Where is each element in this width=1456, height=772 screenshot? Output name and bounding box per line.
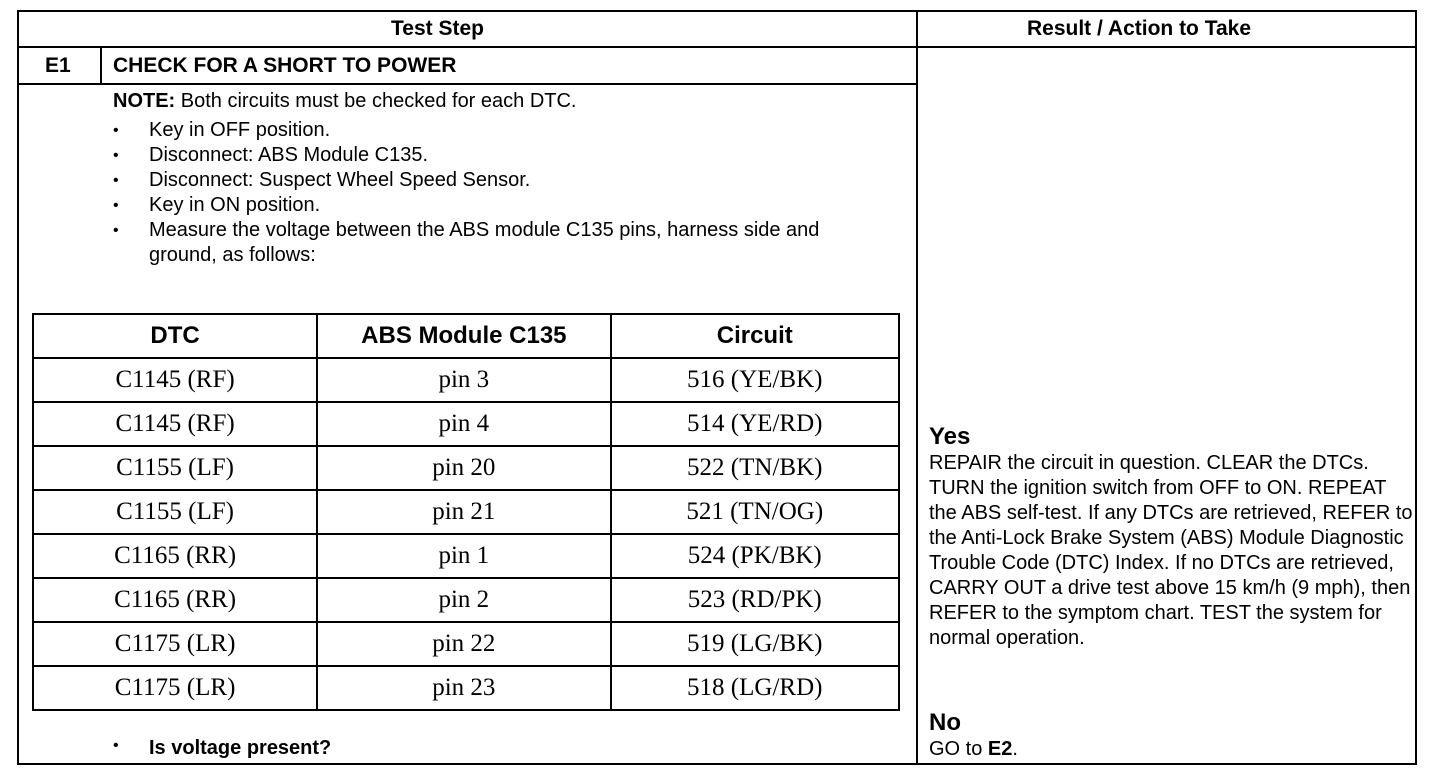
pin-cell: pin 21 <box>317 490 610 534</box>
step-title-divider <box>17 83 917 85</box>
table-row <box>33 534 899 578</box>
dtc-cell: C1155 (LF) <box>33 446 317 490</box>
pin-cell: pin 22 <box>317 622 610 666</box>
yes-label: Yes <box>929 423 971 450</box>
circuit-cell: 516 (YE/BK) <box>611 358 900 402</box>
dtc-cell: C1165 (RR) <box>33 534 317 578</box>
procedure-step: • Disconnect: ABS Module C135. <box>113 143 849 168</box>
table-row <box>33 402 899 446</box>
no-action <box>929 737 1419 762</box>
procedure-steps <box>113 118 849 268</box>
pin-cell: pin 3 <box>317 358 610 402</box>
voltage-question: • Is voltage present? <box>113 737 331 760</box>
circuit-cell: 514 (YE/RD) <box>611 402 900 446</box>
circuit-cell: 518 (LG/RD) <box>611 666 900 710</box>
header-divider <box>17 46 1417 48</box>
circuit-cell: 521 (TN/OG) <box>611 490 900 534</box>
no-action-link[interactable]: E2 <box>987 738 1013 760</box>
procedure-step: • Disconnect: Suspect Wheel Speed Sensor. <box>113 168 849 193</box>
pin-cell: pin 1 <box>317 534 610 578</box>
circuit-cell: 519 (LG/BK) <box>611 622 900 666</box>
test-step-header: Test Step <box>391 17 484 40</box>
yes-action-text: REPAIR the circuit in question. CLEAR the DTCs. TURN the ignition switch from OFF to ON. REPEAT the ABS self-test. If any DTCs are retrieved, REFER to the Anti-Lock Brake System (ABS) Module Diagnostic Trouble Code (DTC) Index. If no DTCs are retrieved, CARRY OUT a drive test above 15 km/h (9 mph), then REFER to the symptom chart. TEST the system for normal operation. <box>929 452 1413 649</box>
column-header-module: ABS Module C135 <box>317 314 610 358</box>
step-id: E1 <box>45 54 71 77</box>
table-row <box>33 446 899 490</box>
dtc-cell: C1175 (LR) <box>33 666 317 710</box>
circuit-cell: 522 (TN/BK) <box>611 446 900 490</box>
column-header-circuit: Circuit <box>611 314 900 358</box>
note <box>113 90 577 113</box>
pin-cell: pin 2 <box>317 578 610 622</box>
pin-cell: pin 4 <box>317 402 610 446</box>
note-text: Both circuits must be checked for each DTC. <box>175 90 577 112</box>
procedure-step: • Key in ON position. <box>113 193 849 218</box>
pin-cell: pin 20 <box>317 446 610 490</box>
circuit-cell: 524 (PK/BK) <box>611 534 900 578</box>
dtc-cell: C1155 (LF) <box>33 490 317 534</box>
dtc-cell: C1175 (LR) <box>33 622 317 666</box>
table-row <box>33 490 899 534</box>
circuit-cell: 523 (RD/PK) <box>611 578 900 622</box>
table-row <box>33 578 899 622</box>
step-title: CHECK FOR A SHORT TO POWER <box>113 54 457 77</box>
table-row <box>33 622 899 666</box>
dtc-cell: C1145 (RF) <box>33 358 317 402</box>
step-id-divider <box>100 46 102 84</box>
no-action-suffix: . <box>1012 738 1018 760</box>
note-label: NOTE: <box>113 90 176 112</box>
procedure-step: • Key in OFF position. <box>113 118 849 143</box>
dtc-cell: C1145 (RF) <box>33 402 317 446</box>
no-action-prefix: GO to <box>929 738 988 760</box>
no-label: No <box>929 709 961 736</box>
column-header-dtc: DTC <box>33 314 317 358</box>
pin-cell: pin 23 <box>317 666 610 710</box>
table-row <box>33 358 899 402</box>
dtc-cell: C1165 (RR) <box>33 578 317 622</box>
table-header-row <box>33 314 899 358</box>
column-divider <box>916 10 918 765</box>
dtc-pin-table <box>32 313 900 711</box>
result-action-header: Result / Action to Take <box>1027 17 1252 40</box>
table-row <box>33 666 899 710</box>
procedure-step: • Measure the voltage between the ABS module C135 pins, harness side and ground, as follows: <box>113 218 849 268</box>
